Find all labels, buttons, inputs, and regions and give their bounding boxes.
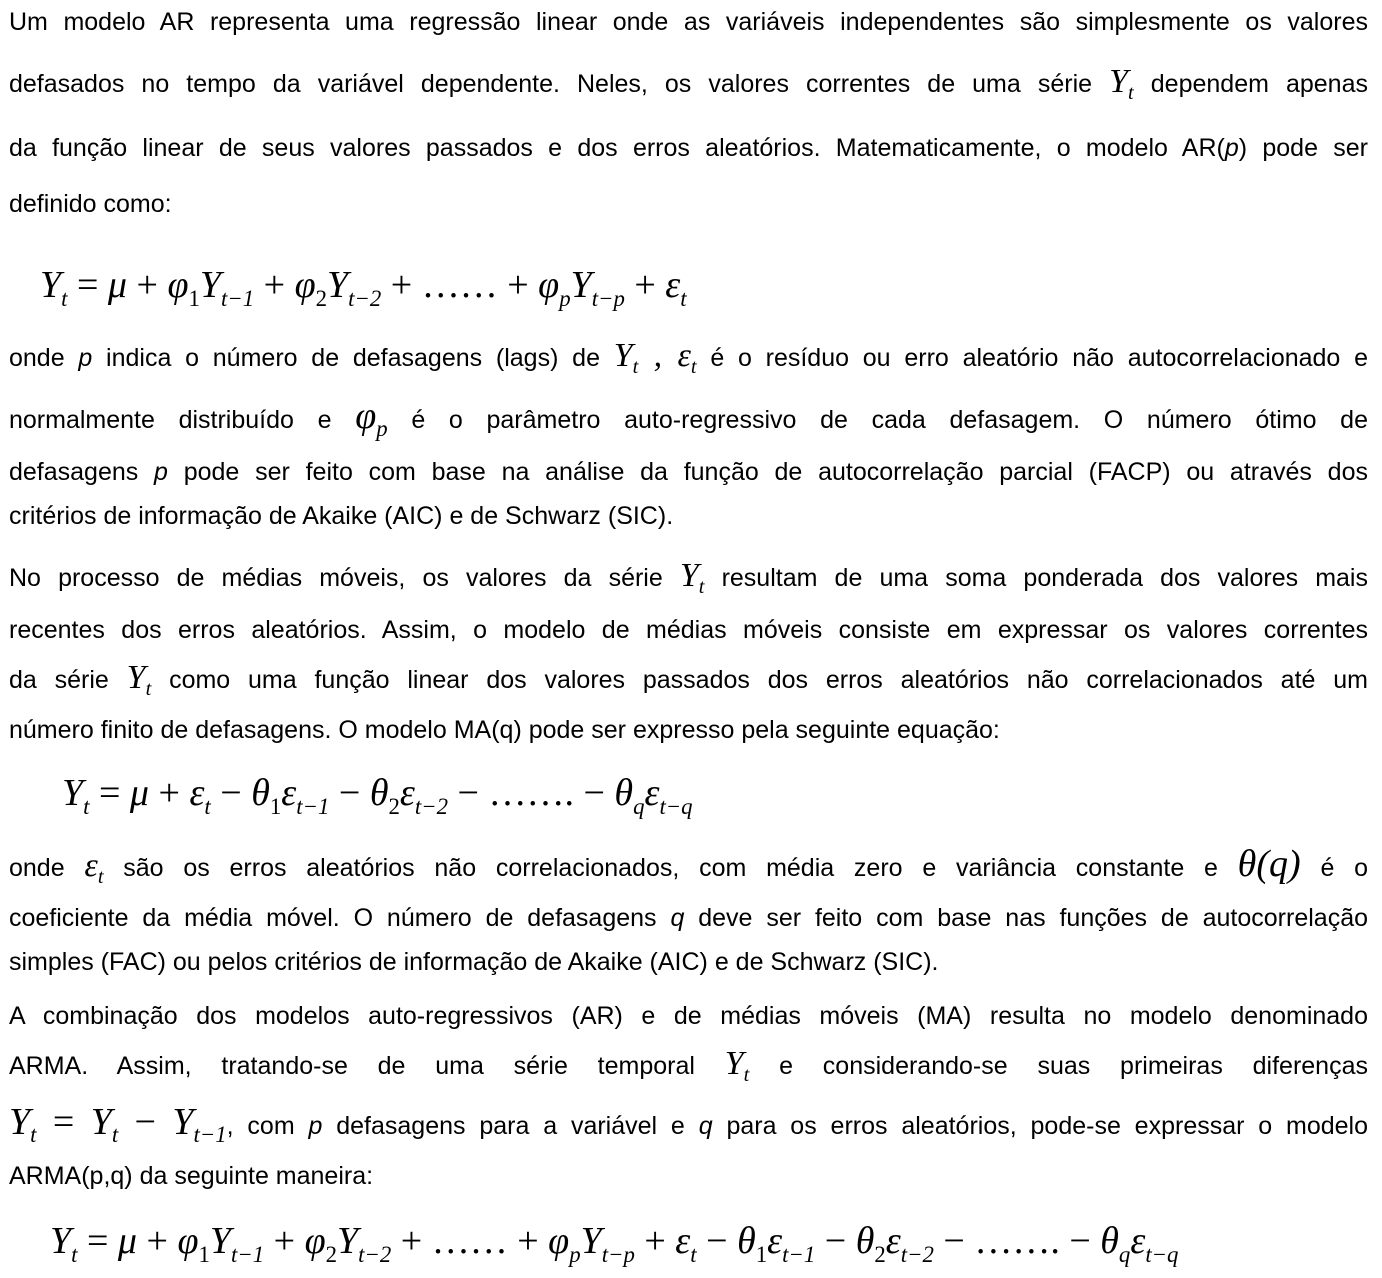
p2-line4: critérios de informação de Akaike (AIC) e de Schwarz (SIC). [9, 502, 674, 530]
p5-line3: $Y_t = Y_t - Y_{t-1}$, com p defasagens para a variável e q para os erros aleatórios, pode-se expressar o modelo [9, 1101, 1369, 1147]
equation-ar: $Y_t = \mu + \varphi_1Y_{t-1} + \varphi_2Y_{t-2}$ + …… + $\varphi_pY_{t-p} + \varepsilon_t$ [40, 264, 687, 312]
p4-line1: onde $\varepsilon_t$ são os erros aleatórios não correlacionados, com média zero e variância constante e θ(q) é o [9, 843, 1369, 889]
text: dependem apenas [1150, 70, 1368, 98]
p3-line3: da série $Y_t$ como uma função linear dos valores passados dos erros aleatórios não correlacionados até um [9, 659, 1368, 701]
p1-line2 [9, 63, 1368, 109]
p2-line2: normalmente distribuído e $\varphi_p$ é o parâmetro auto-regressivo de cada defasagem. O número ótimo de [9, 395, 1368, 441]
p2-line1: onde p indica o número de defasagens (lags) de $Y_t$ , $\varepsilon_t$ é o resíduo ou erro aleatório não autocorrelacionado e [9, 337, 1368, 379]
math-Yt: $Y_t$ , $\varepsilon_t$ [613, 337, 697, 379]
math-theta-q: θ(q) [1237, 843, 1301, 885]
p5-line2: ARMA. Assim, tratando-se de uma série temporal $Y_t$ e considerando-se suas primeiras diferenças [9, 1045, 1368, 1087]
math-Yt: $Y_t$ [1109, 63, 1134, 105]
equation-ma: $Y_t = \mu + \varepsilon_t - \theta_1\varepsilon_{t-1} - \theta_2\varepsilon_{t-2}$ − ……. − $\theta_q\varepsilon_{t-q}$ [62, 772, 693, 820]
p5-line1: A combinação dos modelos auto-regressivos (AR) e de médias móveis (MA) resulta no modelo denominado [9, 1002, 1368, 1030]
math-Yt: $Y_t$ [126, 659, 152, 701]
math-eps-t: $\varepsilon_t$ [84, 847, 104, 889]
p1-line4: definido como: [9, 190, 172, 218]
math-phi-p: $\varphi_p$ [355, 395, 388, 441]
p3-line1: No processo de médias móveis, os valores da série $Y_t$ resultam de uma soma ponderada dos valores mais [9, 557, 1368, 599]
p4-line2: coeficiente da média móvel. O número de defasagens q deve ser feito com base nas funções de autocorrelação [9, 904, 1368, 932]
p1-line1: Um modelo AR representa uma regressão linear onde as variáveis independentes são simplesmente os valores [9, 8, 1368, 36]
text: defasados no tempo da variável dependente. Neles, os valores correntes de uma série [9, 70, 1093, 98]
p3-line2: recentes dos erros aleatórios. Assim, o modelo de médias móveis consiste em expressar os valores correntes [9, 616, 1368, 644]
p3-line4: número finito de defasagens. O modelo MA(q) pode ser expresso pela seguinte equação: [9, 716, 1000, 744]
math-diff: $Y_t = Y_t - Y_{t-1}$ [9, 1101, 227, 1147]
p5-line4: ARMA(p,q) da seguinte maneira: [9, 1162, 374, 1190]
math-Yt: $Y_t$ [679, 557, 705, 599]
math-Yt: $Y_t$ [724, 1045, 750, 1087]
p2-line3: defasagens p pode ser feito com base na análise da função de autocorrelação parcial (FACP) ou através dos [9, 458, 1368, 486]
p4-line3: simples (FAC) ou pelos critérios de informação de Akaike (AIC) e de Schwarz (SIC). [9, 948, 939, 976]
equation-arma: $Y_t = \mu + \varphi_1Y_{t-1} + \varphi_2Y_{t-2}$ + …… + $\varphi_pY_{t-p} + \varepsilon_t - \theta_1\varepsilon_{t-1} - \theta_2\varepsilon_{t-2}$ − ……. − $\theta_q\varepsilon_{t-q}$ [50, 1220, 1179, 1268]
p1-line3: da função linear de seus valores passados e dos erros aleatórios. Matematicamente, o modelo AR(p) pode ser [9, 134, 1368, 162]
